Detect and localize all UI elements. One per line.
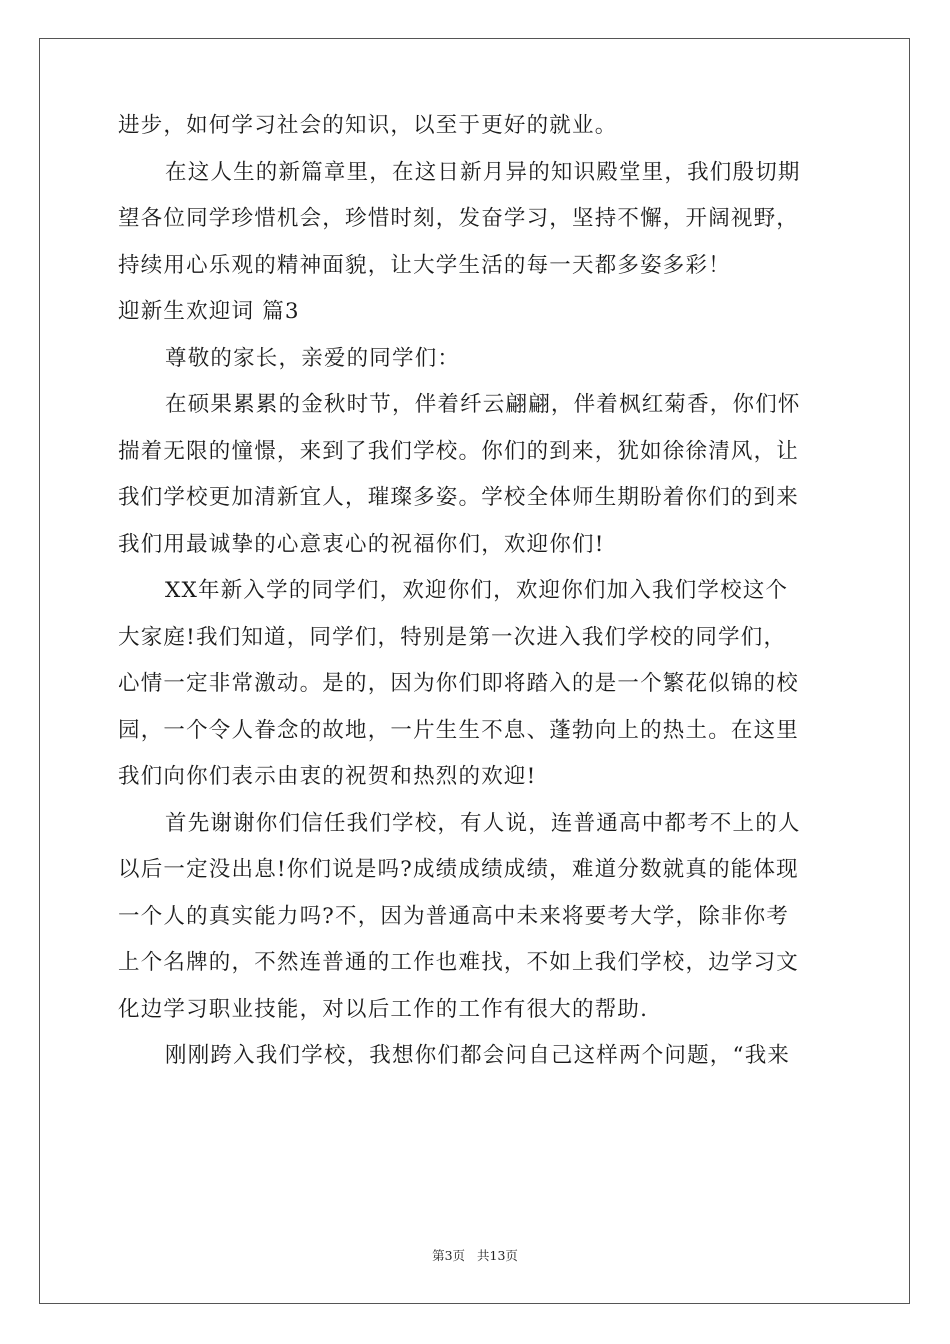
text-line: 在硕果累累的金秋时节，伴着纤云翩翩，伴着枫红菊香，你们怀 bbox=[165, 392, 801, 417]
text-line: 一个人的真实能力吗?不，因为普通高中未来将要考大学，除非你考 bbox=[118, 903, 790, 929]
text-line: 持续用心乐观的精神面貌，让大学生活的每一天都多姿多彩！ bbox=[118, 252, 731, 278]
text-line: 尊敬的家长，亲爱的同学们： bbox=[165, 345, 461, 371]
section-heading: 迎新生欢迎词 篇3 bbox=[118, 299, 300, 324]
text-line: 大家庭!我们知道，同学们，特别是第一次进入我们学校的同学们， bbox=[118, 624, 787, 650]
text-line: 揣着无限的憧憬，来到了我们学校。你们的到来，犹如徐徐清风，让 bbox=[118, 438, 800, 464]
text-line: 我们学校更加清新宜人，璀璨多姿。学校全体师生期盼着你们的到来 bbox=[118, 485, 800, 510]
text-line: 进步，如何学习社会的知识，以至于更好的就业。 bbox=[118, 113, 618, 138]
text-line: 化边学习职业技能，对以后工作的工作有很大的帮助. bbox=[118, 996, 649, 1022]
text-line: 我们用最诚挚的心意衷心的祝福你们，欢迎你们! bbox=[118, 531, 605, 557]
text-line: 在这人生的新篇章里，在这日新月异的知识殿堂里，我们殷切期 bbox=[165, 159, 801, 185]
text-line: 上个名牌的，不然连普通的工作也难找，不如上我们学校，边学习文 bbox=[118, 950, 800, 975]
text-line: 刚刚跨入我们学校，我想你们都会问自己这样两个问题，“我来 bbox=[165, 1043, 791, 1068]
page-number: 第3页 bbox=[432, 1248, 466, 1263]
text-line: XX年新入学的同学们，欢迎你们，欢迎你们加入我们学校这个 bbox=[165, 578, 789, 603]
page-footer bbox=[0, 1246, 950, 1264]
text-line: 以后一定没出息!你们说是吗?成绩成绩成绩，难道分数就真的能体现 bbox=[118, 857, 799, 882]
text-line: 望各位同学珍惜机会，珍惜时刻，发奋学习，坚持不懈，开阔视野， bbox=[118, 206, 800, 231]
text-line: 首先谢谢你们信任我们学校，有人说，连普通高中都考不上的人 bbox=[165, 810, 801, 836]
text-line: 园，一个令人眷念的故地，一片生生不息、蓬勃向上的热土。在这里 bbox=[118, 717, 800, 743]
page-total: 共13页 bbox=[477, 1248, 518, 1263]
text-line: 我们向你们表示由衷的祝贺和热烈的欢迎! bbox=[118, 764, 537, 789]
text-line: 心情一定非常激动。是的，因为你们即将踏入的是一个繁花似锦的校 bbox=[118, 671, 800, 696]
